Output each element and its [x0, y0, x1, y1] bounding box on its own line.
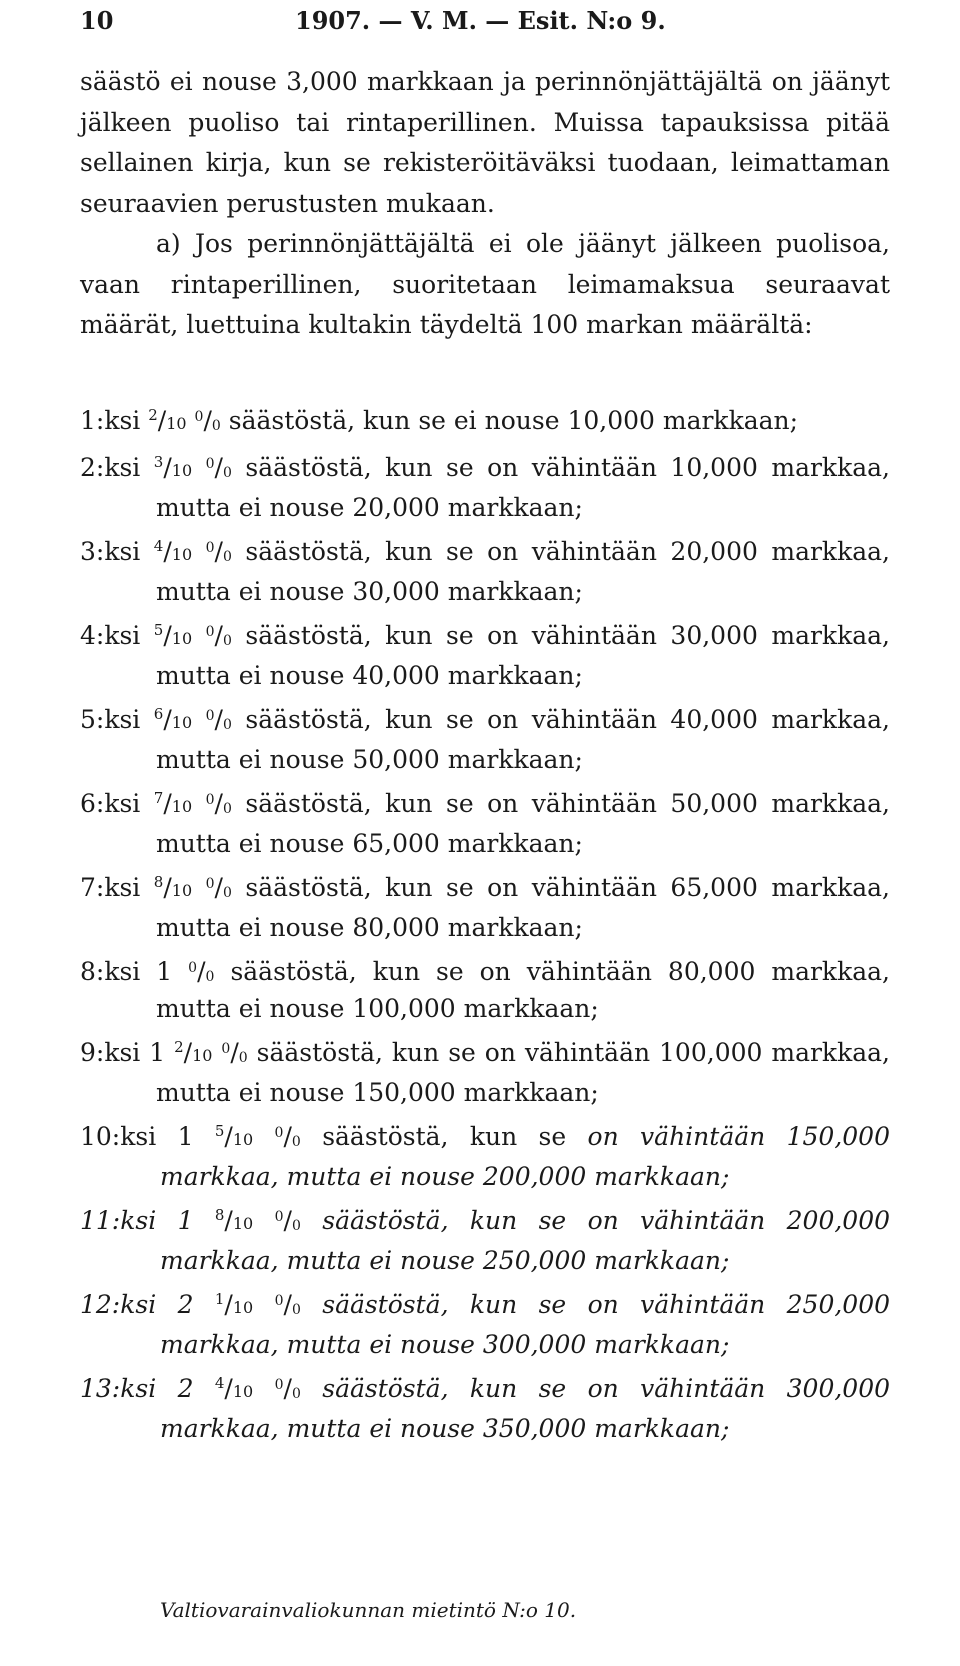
rate-text: säästöstä, kun se on vähintään 10,000 markkaa, mutta ei nouse 20,000 markkaan; — [156, 452, 890, 522]
fraction-denominator: 10 — [171, 796, 193, 816]
percent-bottom: 0 — [291, 1385, 301, 1402]
rate-text: säästöstä, kun se on vähintään 40,000 markkaa, mutta ei nouse 50,000 markkaan; — [156, 704, 890, 774]
percent-slash: / — [283, 1373, 292, 1403]
percent-bottom: 0 — [222, 632, 232, 649]
fraction-slash: / — [224, 1205, 233, 1235]
fraction-numerator: 8 — [153, 872, 164, 891]
percent-bottom: 0 — [238, 1049, 248, 1066]
rate-whole: 1 — [156, 956, 173, 986]
fraction-denominator: 10 — [171, 880, 193, 900]
rate-fraction — [215, 1206, 253, 1235]
rate-ordinal: 11:ksi — [80, 1205, 178, 1235]
rate-item — [80, 1034, 890, 1112]
fraction-slash: / — [163, 620, 172, 650]
percent-sign — [206, 705, 232, 734]
percent-slash: / — [214, 620, 223, 650]
percent-top: 0 — [205, 875, 215, 892]
percent-slash: / — [214, 452, 223, 482]
percent-sign — [275, 1290, 301, 1319]
percent-sign — [206, 453, 232, 482]
fraction-denominator: 10 — [232, 1129, 254, 1149]
rate-ordinal: 8:ksi — [80, 956, 157, 986]
percent-top: 0 — [274, 1124, 284, 1141]
rate-ordinal: 9:ksi — [80, 1037, 150, 1067]
rate-ordinal: 5:ksi — [80, 704, 154, 734]
rate-item — [80, 402, 890, 443]
paragraph-a-text: a) Jos perinnönjättäjältä ei ole jäänyt jälkeen puolisoa, vaan rintaperillinen, suoritetaan leimamaksua seuraavat määrät, luettuina kultakin täydeltä 100 markan määrältä: — [80, 229, 890, 339]
percent-slash: / — [203, 406, 212, 435]
fraction-denominator: 10 — [171, 628, 193, 648]
rate-fraction — [215, 1374, 253, 1403]
percent-slash: / — [230, 1037, 239, 1067]
fraction-numerator: 2 — [174, 1037, 184, 1056]
fraction-denominator: 10 — [171, 460, 193, 480]
rate-item — [80, 449, 890, 527]
rate-fraction — [148, 406, 186, 435]
rate-fraction — [154, 873, 192, 902]
percent-sign — [206, 621, 232, 650]
rate-whole: 2 — [177, 1373, 215, 1403]
rate-text: säästöstä, kun se on vähintään 100,000 markkaa, mutta ei nouse 150,000 markkaan; — [156, 1037, 890, 1107]
rate-text: säästöstä, kun se on vähintään 300,000 markkaa, mutta ei nouse 350,000 markkaan; — [160, 1373, 891, 1443]
rate-fraction — [154, 621, 192, 650]
rate-whole: 1 — [177, 1121, 215, 1151]
rate-ordinal: 1:ksi — [80, 406, 149, 435]
percent-slash: / — [214, 704, 223, 734]
percent-bottom: 0 — [222, 464, 232, 481]
rate-ordinal: 4:ksi — [80, 620, 154, 650]
fraction-slash: / — [157, 406, 167, 435]
percent-sign — [275, 1374, 301, 1403]
percent-sign — [275, 1122, 301, 1151]
footnote: Valtiovarainvaliokunnan mietintö N:o 10. — [160, 1598, 577, 1622]
percent-bottom: 0 — [291, 1133, 301, 1150]
rate-item — [80, 533, 890, 611]
rate-fraction — [154, 537, 192, 566]
percent-sign — [188, 957, 214, 986]
rate-fraction — [174, 1038, 212, 1067]
rate-text: säästöstä, kun se — [322, 1121, 567, 1151]
percent-bottom: 0 — [291, 1301, 301, 1318]
percent-top: 0 — [205, 791, 215, 808]
percent-bottom: 0 — [222, 548, 232, 565]
percent-sign — [275, 1206, 301, 1235]
rate-item — [80, 701, 890, 779]
fraction-slash: / — [224, 1373, 233, 1403]
rate-ordinal: 3:ksi — [80, 536, 154, 566]
fraction-denominator: 10 — [232, 1213, 254, 1233]
rate-ordinal: 12:ksi — [80, 1289, 178, 1319]
percent-top: 0 — [221, 1040, 231, 1057]
percent-bottom: 0 — [222, 716, 232, 733]
percent-bottom: 0 — [291, 1217, 301, 1234]
rate-item — [80, 1118, 890, 1196]
rate-ordinal: 2:ksi — [80, 452, 154, 482]
intro-paragraph — [80, 62, 890, 224]
rate-text-italic: on vähintään 150,000 markkaa, mutta ei nouse 200,000 markkaan; — [160, 1121, 890, 1191]
rate-text: säästöstä, kun se on vähintään 200,000 markkaa, mutta ei nouse 250,000 markkaan; — [160, 1205, 891, 1275]
percent-bottom: 0 — [222, 884, 232, 901]
percent-sign — [221, 1038, 247, 1067]
fraction-numerator: 8 — [214, 1205, 225, 1224]
fraction-slash: / — [183, 1037, 193, 1067]
rate-ordinal: 10:ksi — [80, 1121, 178, 1151]
percent-bottom: 0 — [222, 800, 232, 817]
fraction-numerator: 5 — [214, 1121, 225, 1140]
percent-slash: / — [214, 536, 223, 566]
percent-bottom: 0 — [211, 418, 221, 434]
rate-text: säästöstä, kun se on vähintään 30,000 markkaa, mutta ei nouse 40,000 markkaan; — [156, 620, 890, 690]
rate-whole: 1 — [177, 1205, 215, 1235]
fraction-slash: / — [224, 1289, 233, 1319]
fraction-slash: / — [163, 872, 172, 902]
percent-sign — [206, 873, 232, 902]
fraction-denominator: 10 — [166, 414, 187, 433]
percent-sign — [206, 789, 232, 818]
fraction-denominator: 10 — [171, 712, 193, 732]
rate-ordinal: 7:ksi — [80, 872, 154, 902]
percent-top: 0 — [205, 455, 215, 472]
paragraph-a — [80, 224, 890, 346]
fraction-numerator: 4 — [153, 536, 164, 555]
rate-fraction — [215, 1122, 253, 1151]
rate-list — [80, 402, 890, 1448]
rate-item — [80, 617, 890, 695]
rate-whole: 2 — [177, 1289, 215, 1319]
running-head: 1907. — V. M. — Esit. N:o 9. — [295, 6, 666, 35]
percent-slash: / — [197, 956, 206, 986]
fraction-slash: / — [163, 536, 172, 566]
percent-top: 0 — [274, 1292, 284, 1309]
fraction-denominator: 10 — [232, 1381, 254, 1401]
percent-top: 0 — [274, 1208, 284, 1225]
rate-text: säästöstä, kun se on vähintään 250,000 markkaa, mutta ei nouse 300,000 markkaan; — [160, 1289, 891, 1359]
percent-sign — [206, 537, 232, 566]
fraction-numerator: 5 — [153, 620, 164, 639]
fraction-slash: / — [163, 788, 172, 818]
fraction-numerator: 6 — [153, 704, 164, 723]
percent-slash: / — [214, 788, 223, 818]
percent-top: 0 — [205, 623, 215, 640]
percent-slash: / — [283, 1289, 292, 1319]
percent-top: 0 — [205, 539, 215, 556]
rate-text: säästöstä, kun se ei nouse 10,000 markkaan; — [228, 406, 799, 435]
percent-slash: / — [283, 1205, 292, 1235]
rate-whole: 1 — [149, 1037, 175, 1067]
rate-fraction — [154, 789, 192, 818]
fraction-numerator: 7 — [153, 788, 164, 807]
rate-item — [80, 1370, 890, 1448]
rate-text: säästöstä, kun se on vähintään 50,000 markkaa, mutta ei nouse 65,000 markkaan; — [156, 788, 890, 858]
percent-top: 0 — [188, 959, 198, 976]
page-number: 10 — [80, 6, 114, 35]
percent-sign — [195, 406, 221, 435]
percent-top: 0 — [194, 409, 204, 425]
rate-item — [80, 869, 890, 947]
rate-fraction — [154, 705, 192, 734]
fraction-denominator: 10 — [171, 544, 193, 564]
rate-item — [80, 1286, 890, 1364]
rate-item — [80, 1202, 890, 1280]
rate-text: säästöstä, kun se on vähintään 20,000 markkaa, mutta ei nouse 30,000 markkaan; — [156, 536, 890, 606]
fraction-numerator: 4 — [214, 1373, 225, 1392]
percent-top: 0 — [274, 1376, 284, 1393]
intro-text: säästö ei nouse 3,000 markkaan ja perinnönjättäjältä on jäänyt jälkeen puoliso tai rintaperillinen. Muissa tapauksissa pitää sellainen kirja, kun se rekisteröitäväksi tuodaan, leimattaman seuraavien perustusten mukaan. — [80, 67, 890, 218]
rate-text: säästöstä, kun se on vähintään 65,000 markkaa, mutta ei nouse 80,000 markkaan; — [156, 872, 890, 942]
fraction-numerator: 1 — [214, 1289, 225, 1308]
rate-fraction — [215, 1290, 253, 1319]
rate-item — [80, 785, 890, 863]
rate-text: säästöstä, kun se on vähintään 80,000 markkaa, mutta ei nouse 100,000 markkaan; — [156, 956, 890, 1023]
rate-ordinal: 13:ksi — [80, 1373, 178, 1403]
fraction-denominator: 10 — [232, 1297, 254, 1317]
rate-item — [80, 953, 890, 1028]
fraction-slash: / — [163, 704, 172, 734]
percent-bottom: 0 — [205, 968, 215, 985]
fraction-slash: / — [163, 452, 172, 482]
fraction-numerator: 3 — [153, 452, 164, 471]
fraction-denominator: 10 — [192, 1045, 213, 1065]
percent-slash: / — [214, 872, 223, 902]
percent-slash: / — [283, 1121, 292, 1151]
fraction-slash: / — [224, 1121, 233, 1151]
fraction-numerator: 2 — [148, 406, 158, 424]
percent-top: 0 — [205, 707, 215, 724]
rate-fraction — [154, 453, 192, 482]
page-header — [80, 2, 880, 46]
rate-ordinal: 6:ksi — [80, 788, 154, 818]
